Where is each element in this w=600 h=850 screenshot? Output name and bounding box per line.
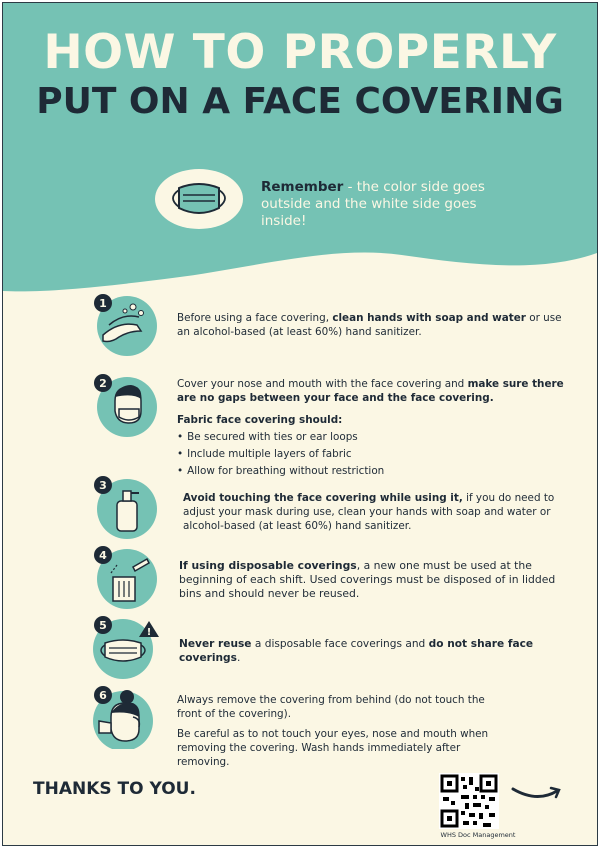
subheading: Fabric face covering should: [177, 414, 343, 426]
list-item: • Include multiple layers of fabric [177, 447, 577, 461]
remember-note [261, 179, 491, 230]
text: or use an alcohol-based (at least 60%) hand sanitizer. [177, 312, 562, 338]
text: . [236, 652, 241, 664]
title-line-1: HOW TO PROPERLY [43, 25, 557, 80]
emphasis: clean hands with soap and water [332, 312, 526, 324]
text: if you do need to adjust your mask during use, clean your hands with soap and water or alcohol-based (at least 60%) hand sanitizer. [183, 492, 555, 532]
step-number: 4 [99, 549, 107, 562]
emphasis: do not share face coverings [179, 638, 534, 664]
step-number: 6 [99, 689, 107, 702]
emphasis: If using disposable coverings [179, 559, 357, 572]
emphasis: make sure there are no gaps between your face and the face covering. [177, 378, 564, 404]
sanitizer-bottle-icon [89, 473, 161, 539]
face-mask-icon [153, 168, 245, 230]
step-number: 2 [99, 377, 107, 390]
title-line-2: PUT ON A FACE COVERING [36, 81, 564, 122]
lidded-bin-icon [89, 543, 161, 609]
text: Before using a face covering, [177, 312, 333, 324]
remember-body: - the color side goes outside and the white side goes inside! [261, 179, 485, 229]
step-text [179, 559, 579, 607]
thanks-heading: THANKS TO YOU. [33, 779, 196, 799]
list-item: • Allow for breathing without restriction [177, 464, 577, 478]
qr-code[interactable] [439, 773, 499, 829]
paragraph: Always remove the covering from behind (do not touch the front of the covering). [177, 694, 485, 720]
step-number: 3 [99, 479, 107, 492]
qr-caption: WHS Doc Management [440, 831, 516, 839]
step-number: 5 [99, 619, 107, 632]
hand-washing-icon [89, 291, 161, 357]
remember-label: Remember [261, 179, 344, 195]
emphasis: Never reuse [179, 638, 252, 650]
remove-mask-icon [89, 683, 161, 749]
emphasis: Avoid touching the face covering while using it, [183, 492, 463, 504]
step-text [177, 377, 577, 481]
amazon-smile-icon [511, 783, 563, 803]
bullet-list [177, 430, 577, 478]
mask-warning-icon [89, 613, 161, 679]
svg-text:!: ! [146, 627, 152, 638]
text: a disposable face coverings and [251, 638, 429, 650]
step-text [183, 491, 583, 539]
list-item: • Be secured with ties or ear loops [177, 430, 577, 444]
step-number: 1 [99, 297, 107, 310]
text: , a new one must be used at the beginning of each shift. Used coverings must be disposed of in lidded bins and should never be reused. [179, 559, 556, 600]
step-text [179, 637, 579, 671]
person-wearing-mask-icon [89, 371, 161, 437]
step-text [177, 693, 507, 775]
poster [2, 2, 598, 846]
text: Cover your nose and mouth with the face covering and [177, 378, 468, 390]
step-text [177, 311, 577, 345]
paragraph: Be careful as to not touch your eyes, nose and mouth when removing the covering. Wash hands immediately after removing. [177, 728, 489, 768]
